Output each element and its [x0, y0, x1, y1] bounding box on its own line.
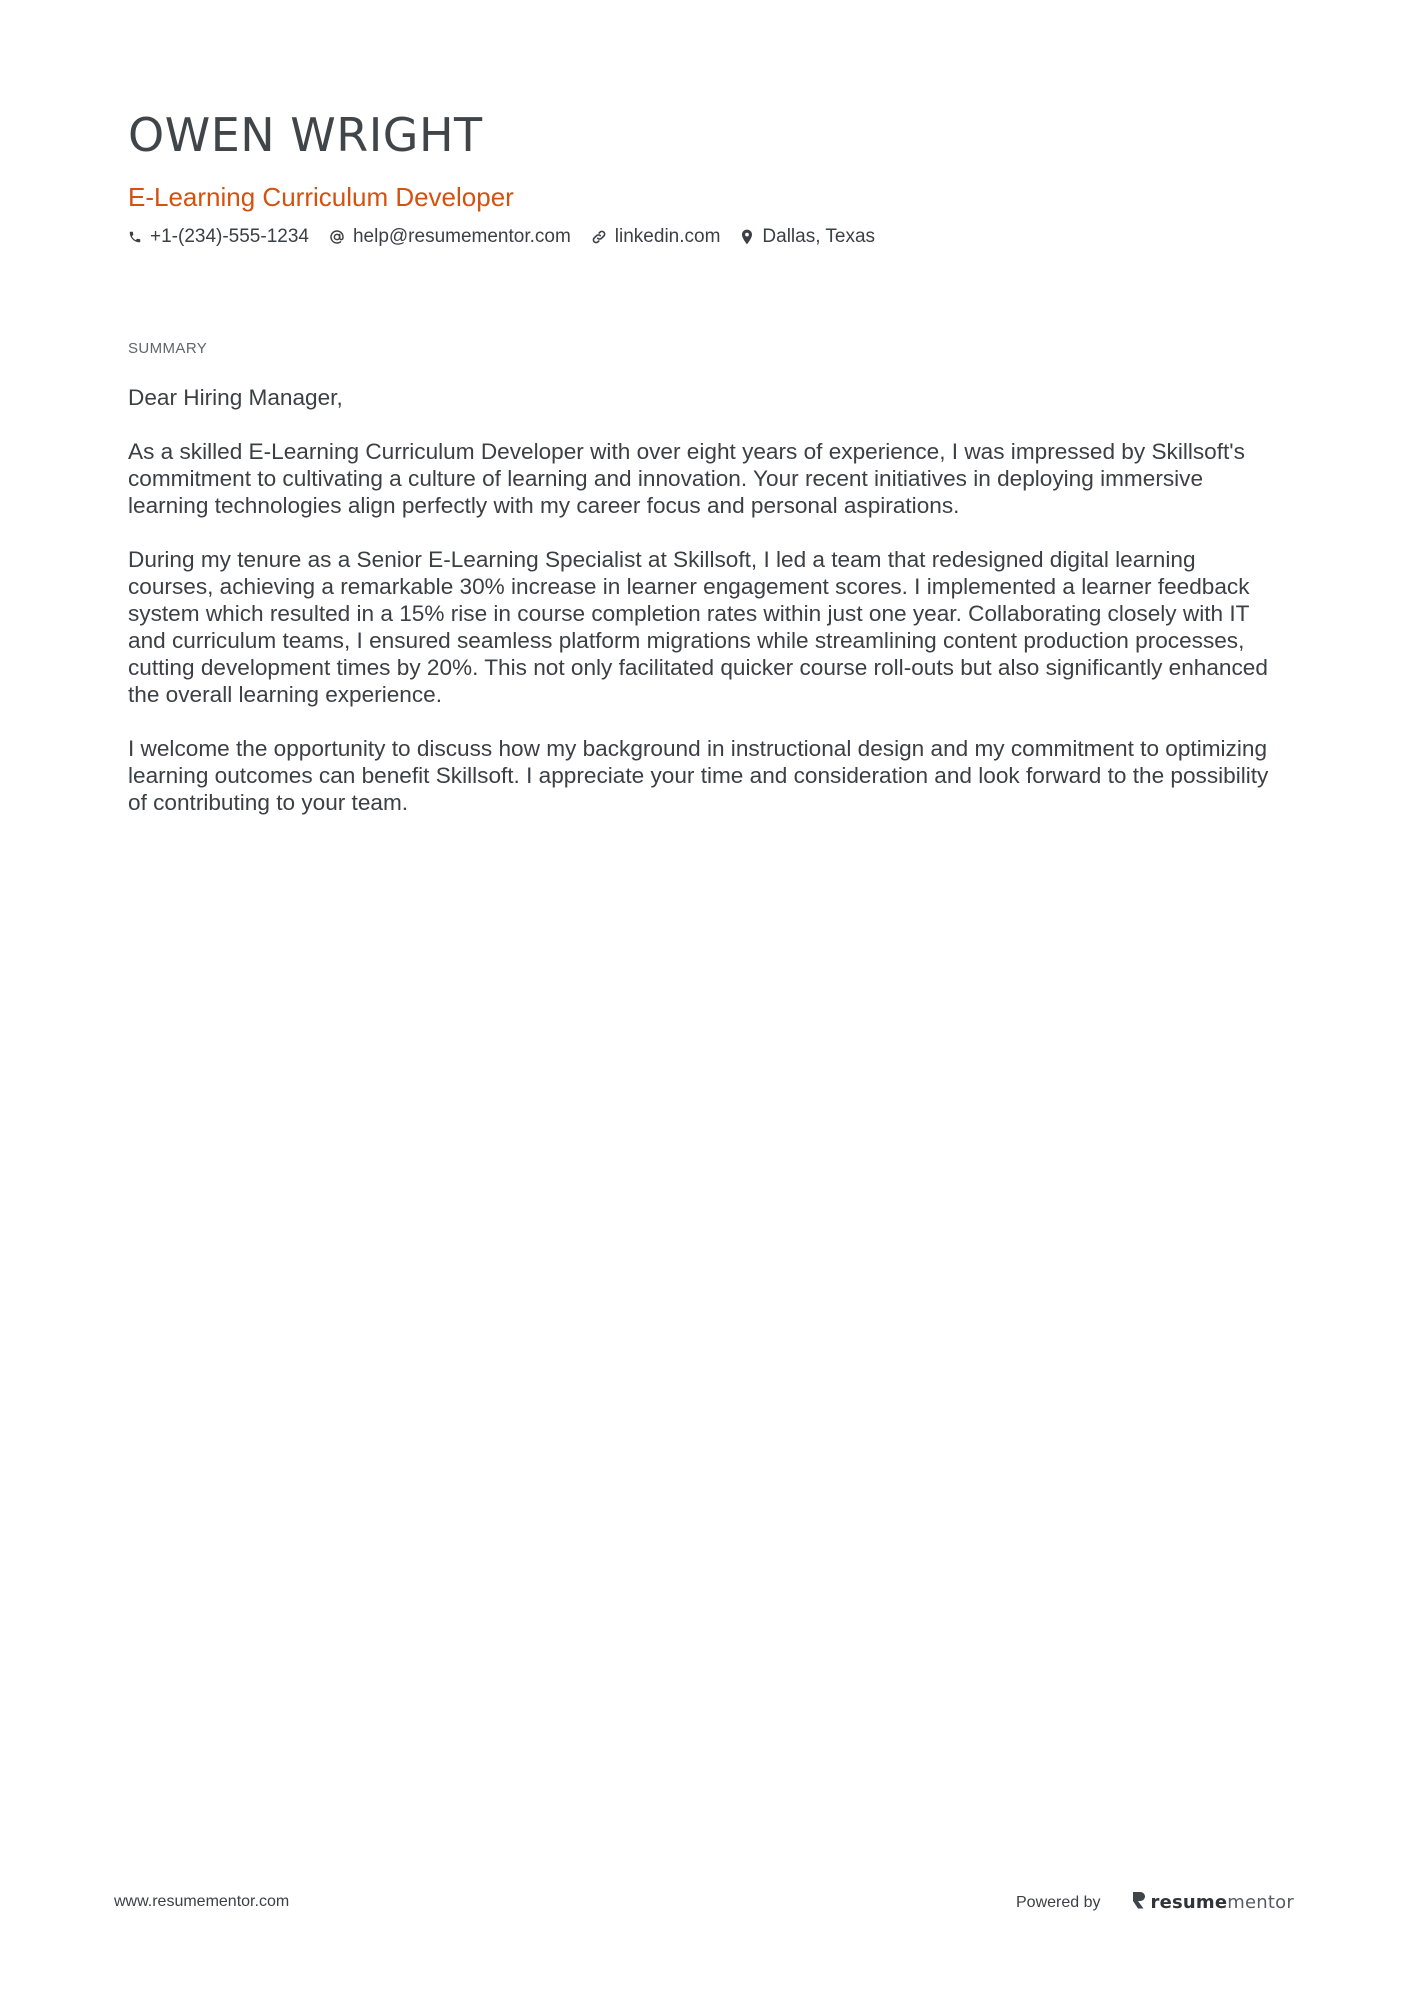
contact-phone [128, 226, 309, 248]
contact-linkedin[interactable] [591, 226, 721, 248]
linkedin-text[interactable]: linkedin.com [614, 226, 721, 247]
phone-text: +1-(234)-555-1234 [150, 226, 309, 247]
summary-heading: SUMMARY [128, 340, 208, 357]
contact-email[interactable] [329, 226, 571, 248]
powered-by-label: Powered by [1016, 1893, 1101, 1911]
brand-wordmark-light: mentor [1227, 1892, 1294, 1913]
link-icon [591, 229, 607, 245]
at-icon [329, 229, 345, 245]
location-pin-icon [740, 229, 754, 245]
brand-logo[interactable] [1131, 1890, 1294, 1915]
brand-wordmark [1151, 1892, 1294, 1913]
letter-body [128, 384, 1278, 843]
contact-location [740, 226, 875, 248]
contact-bar [128, 226, 875, 248]
salutation: Dear Hiring Manager, [128, 385, 343, 410]
footer-website-link[interactable]: www.resumementor.com [114, 1893, 290, 1910]
candidate-name: OWEN WRIGHT [128, 108, 483, 162]
paragraph-closing: I welcome the opportunity to discuss how my background in instructional design and my commitment to optimizing learning outcomes can benefit Skillsoft. I appreciate your time and consideration and look forward to the possibility of contributing to your team. [128, 736, 1269, 815]
brand-mark-icon [1131, 1890, 1147, 1915]
brand-wordmark-bold: resume [1150, 1892, 1228, 1913]
powered-by [1016, 1890, 1294, 1915]
paragraph-intro: As a skilled E-Learning Curriculum Developer with over eight years of experience, I was impressed by Skillsoft's commitment to cultivating a culture of learning and innovation. Your recent initiatives in deploying immersive learning technologies align perfectly with my career focus and personal aspirations. [128, 439, 1245, 518]
job-title: E-Learning Curriculum Developer [128, 182, 514, 212]
email-text[interactable]: help@resumementor.com [352, 226, 571, 247]
paragraph-experience: During my tenure as a Senior E-Learning Specialist at Skillsoft, I led a team that redesigned digital learning courses, achieving a remarkable 30% increase in learner engagement scores. I implemented a learner feedback system which resulted in a 15% rise in course completion rates within just one year. Collaborating closely with IT and curriculum teams, I ensured seamless platform migrations while streamlining content production processes, cutting development times by 20%. This not only facilitated quicker course roll-outs but also significantly enhanced the overall learning experience. [128, 547, 1268, 707]
location-text: Dallas, Texas [762, 226, 876, 247]
phone-icon [128, 230, 142, 244]
